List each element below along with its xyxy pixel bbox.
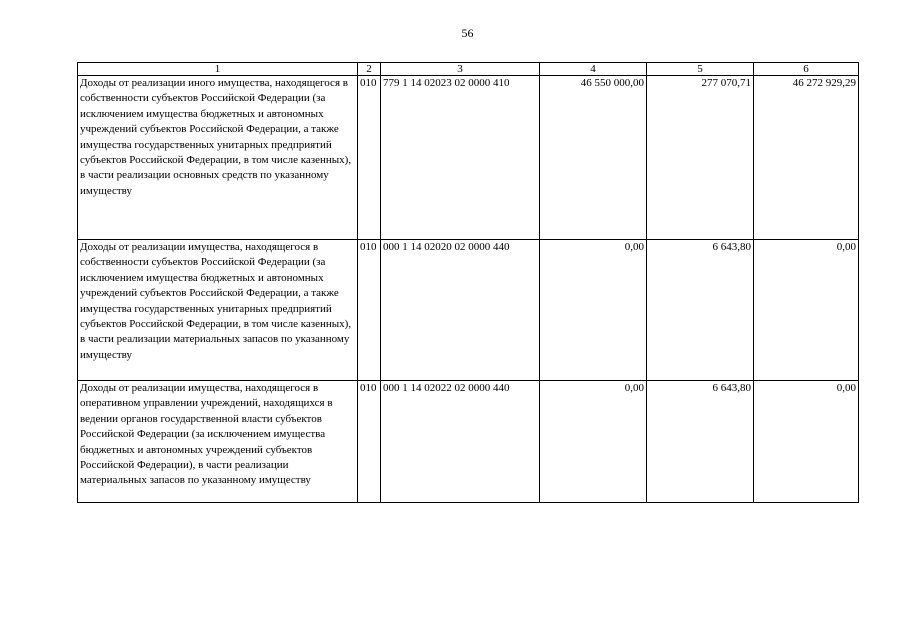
income-name-cell xyxy=(78,381,358,503)
approved-amount-cell: 46 550 000,00 xyxy=(540,76,647,240)
executed-amount-cell: 6 643,80 xyxy=(647,240,754,381)
column-header: 6 xyxy=(754,63,859,76)
budget-report-table xyxy=(77,62,859,503)
column-header: 3 xyxy=(381,63,540,76)
table-row xyxy=(78,240,859,381)
executed-amount-cell: 277 070,71 xyxy=(647,76,754,240)
line-code-cell: 010 xyxy=(358,381,381,503)
column-header: 5 xyxy=(647,63,754,76)
unexecuted-amount-cell: 0,00 xyxy=(754,381,859,503)
column-header: 4 xyxy=(540,63,647,76)
classification-code-cell: 000 1 14 02022 02 0000 440 xyxy=(381,381,540,503)
classification-code-cell: 779 1 14 02023 02 0000 410 xyxy=(381,76,540,240)
income-name-cell xyxy=(78,240,358,381)
table-header-row xyxy=(78,63,859,76)
line-code-cell: 010 xyxy=(358,240,381,381)
approved-amount-cell: 0,00 xyxy=(540,381,647,503)
approved-amount-cell: 0,00 xyxy=(540,240,647,381)
table-row xyxy=(78,76,859,240)
unexecuted-amount-cell: 46 272 929,29 xyxy=(754,76,859,240)
page-number: 56 xyxy=(461,26,474,40)
column-header: 1 xyxy=(78,63,358,76)
line-code-cell: 010 xyxy=(358,76,381,240)
income-name-text: Доходы от реализации имущества, находящегося в оперативном управлении учреждений, находящихся в ведении органов государственной власти субъектов Российской Федерации (за исключением имущества бюджетных и автономных учреждений субъектов Российской Федерации), в части реализации материальных запасов по указанному имуществу xyxy=(80,382,333,487)
executed-amount-cell: 6 643,80 xyxy=(647,381,754,503)
column-header: 2 xyxy=(358,63,381,76)
table-row xyxy=(78,381,859,503)
unexecuted-amount-cell: 0,00 xyxy=(754,240,859,381)
income-name-text: Доходы от реализации имущества, находящегося в собственности субъектов Российской Федерации (за исключением имущества бюджетных и автономных учреждений субъектов Российской Федерации, а также имущества государственных унитарных предприятий субъектов Российской Федерации, в том числе казенных), в части реализации материальных запасов по указанному имуществу xyxy=(80,241,352,361)
income-name-cell: Доходы от реализации иного имущества, находящегося в собственности субъектов Российской Федерации (за исключением имущества бюджетных и автономных учреждений субъектов Российской Федерации, а также имущества государственных унитарных предприятий субъектов Российской Федерации, в том числе казенных), в части реализации основных средств по указанному имуществу xyxy=(78,76,358,240)
classification-code-cell: 000 1 14 02020 02 0000 440 xyxy=(381,240,540,381)
